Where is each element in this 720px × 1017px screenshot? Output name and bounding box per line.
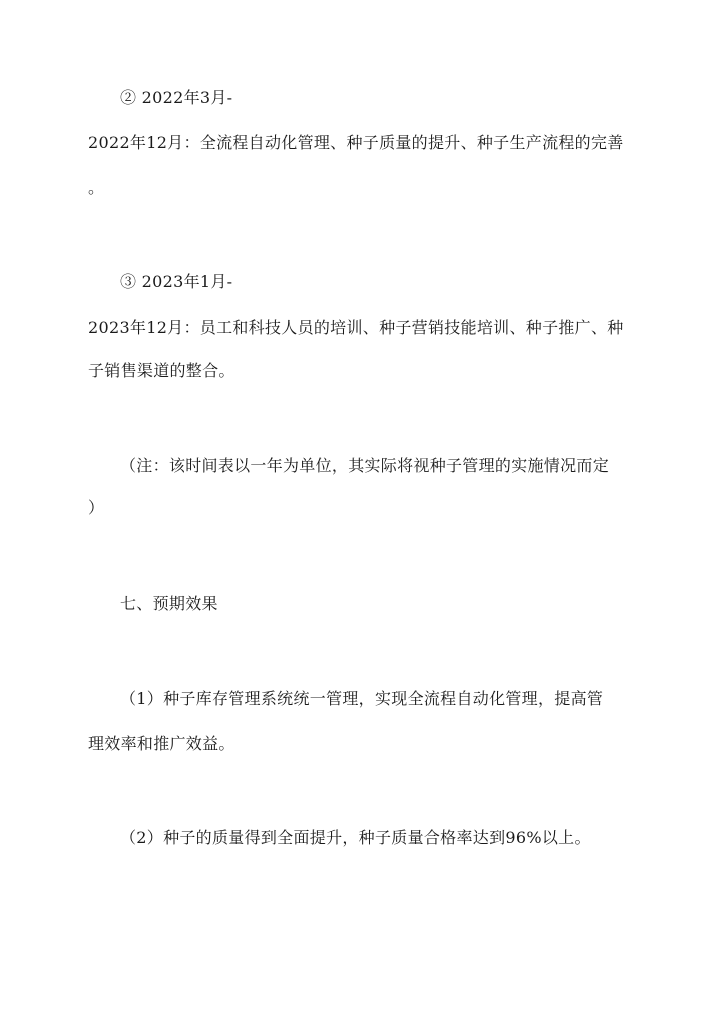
effect-1-line1: （1）种子库存管理系统统一管理，实现全流程自动化管理，提高管: [120, 689, 604, 708]
timeline-item-3-text-line1: 2023年12月：员工和科技人员的培训、种子营销技能培训、种子推广、种: [88, 318, 624, 337]
note-line2: ）: [88, 498, 105, 517]
effect-2-line1: （2）种子的质量得到全面提升，种子质量合格率达到96%以上。: [120, 828, 591, 847]
timeline-item-3-text-line2: 子销售渠道的整合。: [88, 361, 235, 380]
effect-1-line2: 理效率和推广效益。: [88, 734, 235, 753]
timeline-item-2-text-line1: 2022年12月：全流程自动化管理、种子质量的提升、种子生产流程的完善: [88, 133, 624, 152]
timeline-item-2-text-line2: 。: [88, 178, 105, 197]
section-heading: 七、预期效果: [120, 594, 218, 613]
timeline-item-3-label: ③ 2023年1月-: [120, 272, 233, 291]
timeline-item-2-label: ② 2022年3月-: [120, 88, 233, 107]
note-line1: （注：该时间表以一年为单位，其实际将视种子管理的实施情况而定: [120, 456, 610, 475]
